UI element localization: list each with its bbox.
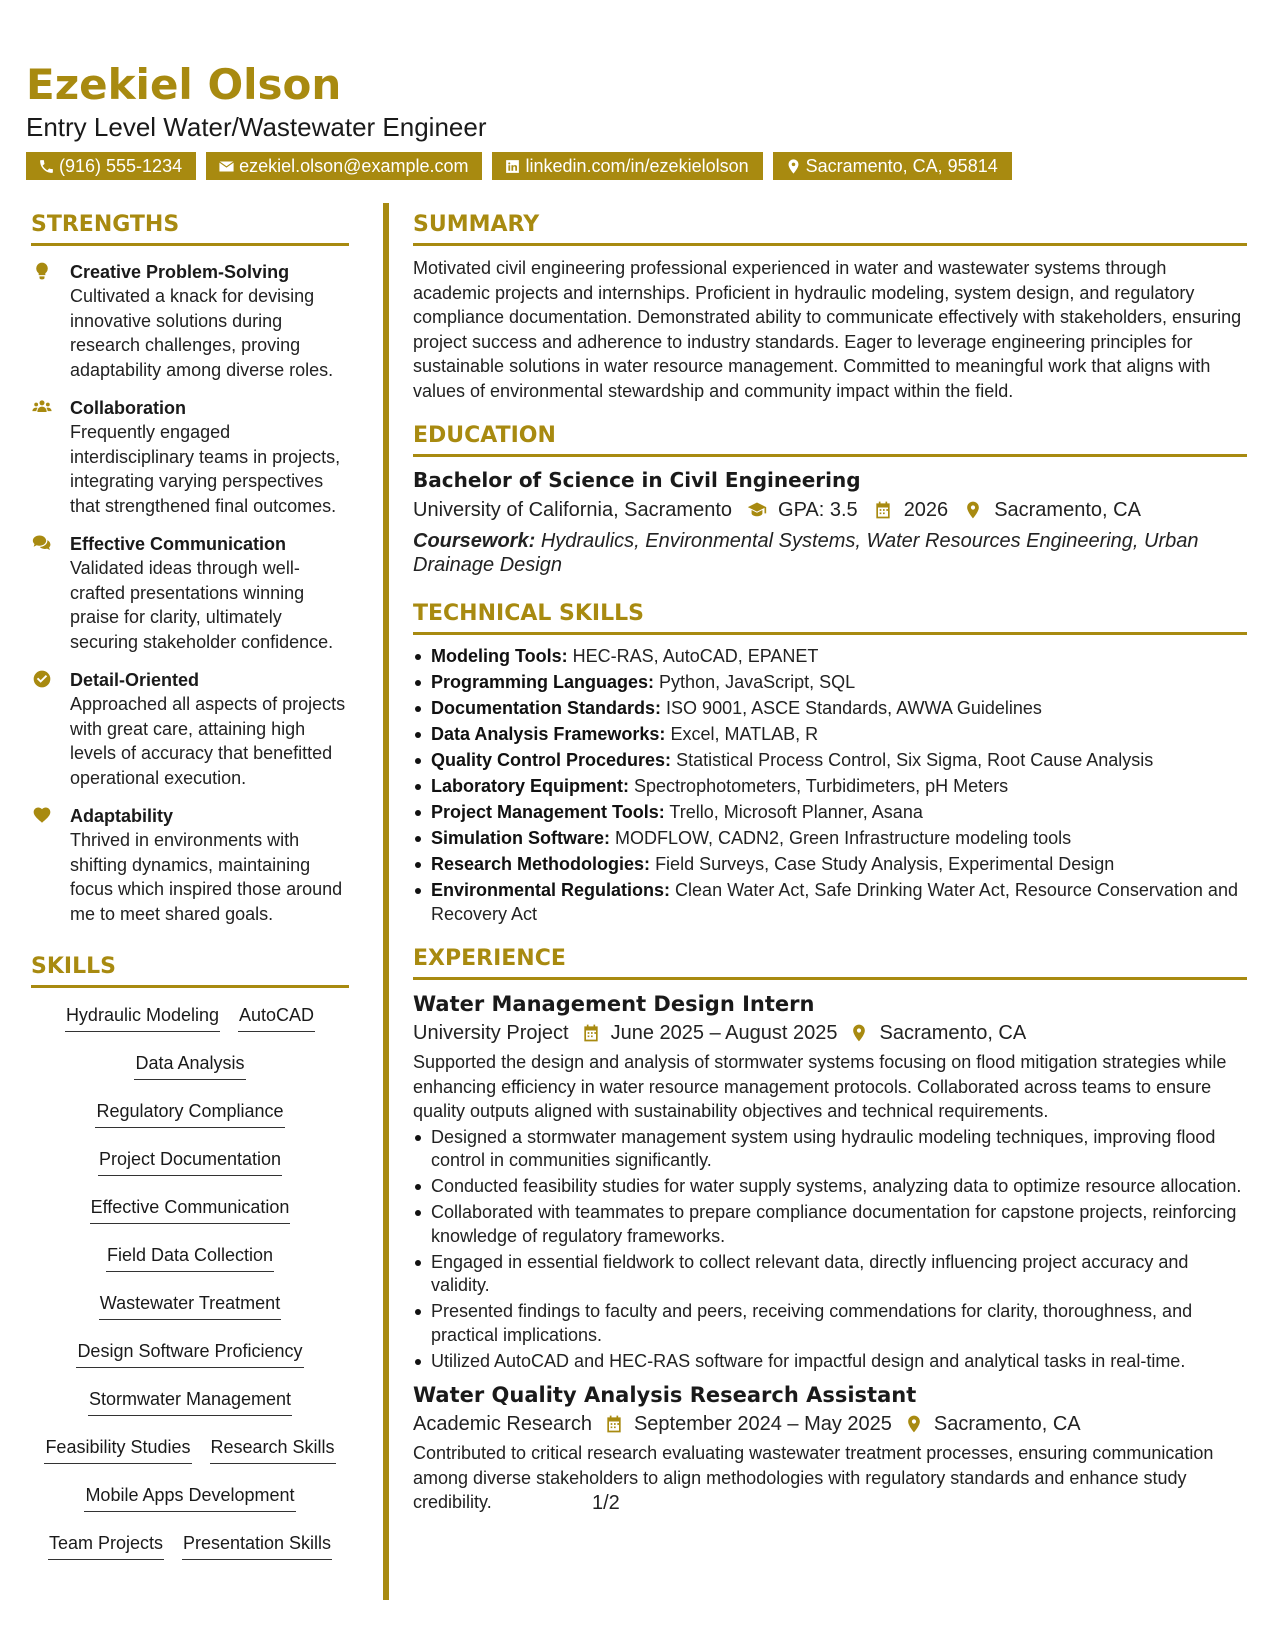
map-pin-icon — [962, 500, 984, 520]
job-entry — [413, 990, 1247, 1373]
skills-section — [31, 948, 349, 1576]
degree-title: Bachelor of Science in Civil Engineering — [413, 468, 861, 492]
technical-skills-section — [413, 595, 1247, 926]
comments-icon — [31, 533, 53, 553]
left-column — [31, 206, 349, 1576]
job-org: Academic Research — [413, 1413, 592, 1435]
strength-item — [31, 804, 349, 926]
list-item — [413, 827, 1247, 851]
skill-tag: Data Analysis — [134, 1048, 245, 1080]
skill-label: Documentation Standards: — [431, 698, 662, 718]
job-meta — [413, 1018, 1247, 1048]
summary-heading: SUMMARY — [413, 206, 1247, 246]
school-name: University of California, Sacramento — [413, 499, 733, 521]
skill-label: Environmental Regulations: — [431, 880, 671, 900]
skill-tag: Stormwater Management — [88, 1384, 292, 1416]
list-item — [413, 879, 1247, 926]
calendar-icon — [604, 1414, 624, 1434]
check-circle-icon — [31, 669, 53, 689]
school-location-item — [962, 495, 1141, 525]
education-meta — [413, 495, 1247, 525]
contact-linkedin[interactable] — [492, 152, 762, 180]
list-item: Utilized AutoCAD and HEC-RAS software for impactful design and analytical tasks in real-time. — [413, 1350, 1247, 1374]
column-divider — [383, 203, 389, 1600]
heart-icon — [31, 805, 53, 825]
strengths-list — [31, 260, 349, 926]
candidate-name: Ezekiel Olson — [26, 60, 342, 109]
skill-tag: Field Data Collection — [106, 1240, 274, 1272]
skill-label: Laboratory Equipment: — [431, 776, 630, 796]
skill-tag: Hydraulic Modeling — [65, 1000, 220, 1032]
school-location-text: Sacramento, CA — [994, 499, 1141, 521]
skill-value: ISO 9001, ASCE Standards, AWWA Guidelines — [666, 698, 1042, 718]
phone-icon — [38, 158, 55, 175]
strengths-section — [31, 206, 349, 926]
lightbulb-icon — [31, 261, 53, 281]
job-bullets — [413, 1126, 1247, 1374]
strength-item — [31, 260, 349, 382]
job-description: Supported the design and analysis of stormwater systems focusing on flood mitigation strategies while enhancing efficiency in water resource management protocols. Collaborated across teams to ensure quality outputs aligned with sustainability objectives and technical requirements. — [413, 1052, 1227, 1121]
users-icon — [31, 397, 53, 417]
strength-desc: Cultivated a knack for devising innovative solutions during research challenges, proving adaptability among diverse roles. — [70, 286, 334, 380]
page-number: 1/2 — [592, 1492, 620, 1514]
skill-label: Research Methodologies: — [431, 854, 651, 874]
contact-phone-text: (916) 555-1234 — [59, 155, 183, 176]
skill-label: Data Analysis Frameworks: — [431, 724, 666, 744]
strength-desc: Validated ideas through well-crafted presentations winning praise for clarity, ultimately securing stakeholder confidence. — [70, 558, 334, 652]
strength-desc: Approached all aspects of projects with great care, attaining high levels of accuracy that benefitted operational execution. — [70, 694, 346, 788]
job-title-heading: Entry Level Water/Wastewater Engineer — [26, 112, 487, 142]
calendar-icon — [872, 500, 894, 520]
technical-skills-list — [413, 635, 1247, 926]
strength-item — [31, 532, 349, 654]
job-meta — [413, 1409, 1247, 1439]
contact-email[interactable] — [206, 152, 482, 180]
map-pin-icon — [785, 158, 802, 175]
job-title: Water Management Design Intern — [413, 992, 815, 1016]
map-pin-icon — [849, 1023, 869, 1043]
skills-heading: SKILLS — [31, 948, 349, 988]
contact-email-text: ezekiel.olson@example.com — [239, 155, 469, 176]
strength-title: Adaptability — [70, 806, 174, 826]
skill-tag: Project Documentation — [98, 1144, 282, 1176]
list-item — [413, 671, 1247, 695]
list-item — [413, 645, 1247, 669]
job-location: Sacramento, CA — [933, 1413, 1081, 1435]
skills-tag-list — [31, 988, 349, 1576]
skill-value: MODFLOW, CADN2, Green Infrastructure modeling tools — [615, 828, 1072, 848]
strength-title: Effective Communication — [70, 534, 287, 554]
job-description: Contributed to critical research evaluating wastewater treatment processes, ensuring communication among diverse stakeholders to align methodologies with regulatory standards and enhance study credibility. — [413, 1443, 1214, 1512]
graduation-cap-icon — [746, 500, 768, 520]
experience-section — [413, 940, 1247, 1515]
strength-title: Detail-Oriented — [70, 670, 200, 690]
strength-item — [31, 668, 349, 790]
gpa-text: GPA: 3.5 — [778, 499, 858, 521]
summary-section — [413, 206, 1247, 403]
skill-tag: Presentation Skills — [182, 1528, 332, 1560]
skill-tag: Mobile Apps Development — [84, 1480, 295, 1512]
job-dates: September 2024 – May 2025 — [633, 1413, 892, 1435]
map-pin-icon — [904, 1414, 924, 1434]
list-item — [413, 749, 1247, 773]
skill-label: Quality Control Procedures: — [431, 750, 672, 770]
skill-value: Trello, Microsoft Planner, Asana — [669, 802, 923, 822]
coursework — [413, 529, 1247, 577]
skill-value: Spectrophotometers, Turbidimeters, pH Meters — [634, 776, 1009, 796]
list-item: Engaged in essential fieldwork to collect relevant data, directly influencing project accuracy and validity. — [413, 1251, 1247, 1298]
calendar-icon — [581, 1023, 601, 1043]
list-item — [413, 853, 1247, 877]
job-dates: June 2025 – August 2025 — [610, 1022, 838, 1044]
skill-label: Programming Languages: — [431, 672, 655, 692]
coursework-label: Coursework: — [413, 530, 536, 552]
list-item: Designed a stormwater management system using hydraulic modeling techniques, improving flood control in communities significantly. — [413, 1126, 1247, 1173]
skill-value: HEC-RAS, AutoCAD, EPANET — [572, 646, 819, 666]
contact-bar — [26, 152, 1012, 180]
job-location-item — [849, 1018, 1026, 1048]
skill-value: Statistical Process Control, Six Sigma, Root Cause Analysis — [676, 750, 1154, 770]
skill-tag: Design Software Proficiency — [76, 1336, 303, 1368]
skill-tag: Wastewater Treatment — [99, 1288, 281, 1320]
education-heading: EDUCATION — [413, 417, 1247, 457]
strength-desc: Thrived in environments with shifting dynamics, maintaining focus which inspired those around me to meet shared goals. — [70, 830, 343, 924]
skill-value: Clean Water Act, Safe Drinking Water Act, Resource Conservation and Recovery Act — [431, 880, 1238, 924]
list-item: Conducted feasibility studies for water supply systems, analyzing data to optimize resource allocation. — [413, 1175, 1247, 1199]
list-item — [413, 801, 1247, 825]
linkedin-icon — [504, 158, 521, 175]
skill-tag: Feasibility Studies — [44, 1432, 191, 1464]
grad-year-text: 2026 — [903, 499, 949, 521]
skill-tag: Research Skills — [210, 1432, 336, 1464]
skill-label: Modeling Tools: — [431, 646, 568, 666]
summary-text: Motivated civil engineering professional experienced in water and wastewater systems through academic projects and internships. Proficient in hydraulic modeling, system design, and regulatory compliance documentation. Demonstrated ability to communicate effectively with stakeholders, ensuring project success and adherence to industry standards. Eager to leverage engineering principles for sustainable solutions in water resource management. Committed to meaningful work that aligns with values of environmental stewardship and community impact within the field. — [413, 258, 1242, 401]
skill-tag: Regulatory Compliance — [95, 1096, 284, 1128]
strengths-heading: STRENGTHS — [31, 206, 349, 246]
contact-location-text: Sacramento, CA, 95814 — [805, 155, 998, 176]
job-dates-item — [604, 1409, 892, 1439]
gpa-item — [746, 495, 858, 525]
strength-title: Creative Problem-Solving — [70, 262, 290, 282]
skill-label: Project Management Tools: — [431, 802, 665, 822]
contact-phone[interactable] — [26, 152, 196, 180]
coursework-text: Hydraulics, Environmental Systems, Water Resources Engineering, Urban Drainage Design — [413, 530, 1199, 576]
strength-item — [31, 396, 349, 518]
contact-location[interactable] — [773, 152, 1012, 180]
job-location: Sacramento, CA — [879, 1022, 1027, 1044]
right-column — [413, 206, 1247, 1515]
list-item: Collaborated with teammates to prepare compliance documentation for capstone projects, reinforcing knowledge of regulatory frameworks. — [413, 1201, 1247, 1248]
job-title: Water Quality Analysis Research Assistant — [413, 1383, 917, 1407]
list-item — [413, 697, 1247, 721]
technical-skills-heading: TECHNICAL SKILLS — [413, 595, 1247, 635]
job-location-item — [904, 1409, 1081, 1439]
skill-tag: Team Projects — [48, 1528, 164, 1560]
skill-label: Simulation Software: — [431, 828, 611, 848]
list-item — [413, 723, 1247, 747]
grad-year-item — [872, 495, 949, 525]
list-item — [413, 775, 1247, 799]
job-dates-item — [581, 1018, 838, 1048]
contact-linkedin-text: linkedin.com/in/ezekielolson — [525, 155, 749, 176]
skill-tag: AutoCAD — [238, 1000, 315, 1032]
skill-value: Excel, MATLAB, R — [670, 724, 819, 744]
skill-value: Field Surveys, Case Study Analysis, Experimental Design — [655, 854, 1115, 874]
list-item: Presented findings to faculty and peers, receiving commendations for clarity, thoroughness, and practical implications. — [413, 1300, 1247, 1347]
job-entry — [413, 1381, 1247, 1515]
strength-title: Collaboration — [70, 398, 186, 418]
envelope-icon — [218, 158, 235, 175]
job-org: University Project — [413, 1022, 569, 1044]
education-section — [413, 417, 1247, 577]
strength-desc: Frequently engaged interdisciplinary teams in projects, integrating varying perspectives that strengthened final outcomes. — [70, 422, 341, 516]
skill-tag: Effective Communication — [90, 1192, 291, 1224]
skill-value: Python, JavaScript, SQL — [659, 672, 856, 692]
experience-heading: EXPERIENCE — [413, 940, 1247, 980]
